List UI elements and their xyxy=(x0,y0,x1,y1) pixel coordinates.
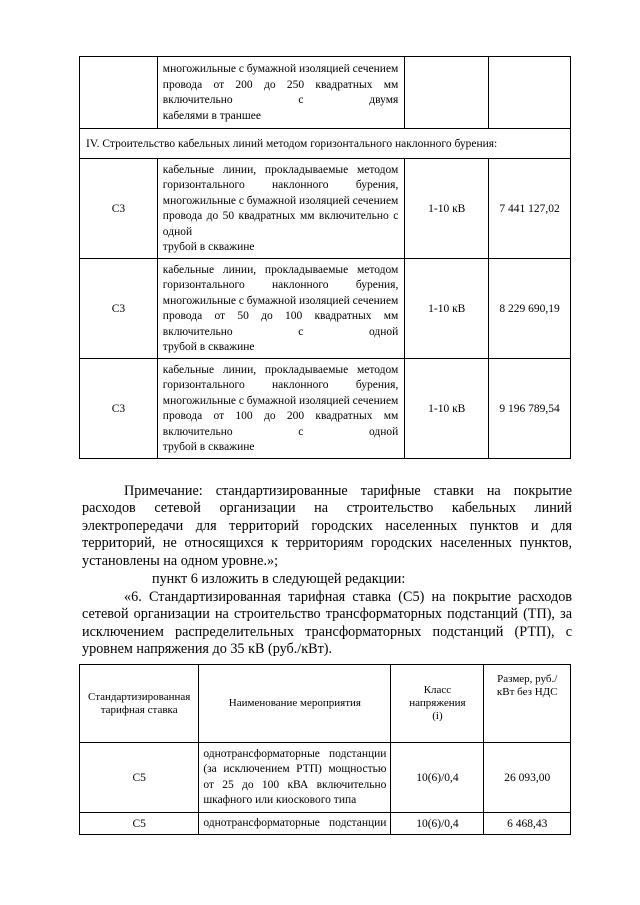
rates-table-cables xyxy=(79,56,571,459)
header-row xyxy=(80,665,571,743)
description-cell: кабельные линии, прокладываемые методом горизонтального наклонного бурения, многожильные с бумажной изоляцией сечением провода от 100 до 200 квадратных мм включительно с одной трубой в скважине xyxy=(157,359,405,459)
header-class: Класс напряжения (i) xyxy=(391,665,484,743)
header-rate: Стандартизированная тарифная ставка xyxy=(80,665,199,743)
voltage-cell xyxy=(405,57,489,129)
table-row xyxy=(80,813,571,835)
table-row xyxy=(80,359,571,459)
value-cell: 7 441 127,02 xyxy=(489,159,571,259)
code-cell: С3 xyxy=(80,259,158,359)
code-cell: С5 xyxy=(80,743,199,813)
voltage-cell: 10(6)/0,4 xyxy=(391,813,484,835)
code-cell xyxy=(80,57,158,129)
voltage-cell: 1-10 кВ xyxy=(405,159,489,259)
description-cell: кабельные линии, прокладываемые методом горизонтального наклонного бурения, многожильные с бумажной изоляцией сечением провода до 50 квадратных мм включительно с одной трубой в скважине xyxy=(157,159,405,259)
description-cell: однотрансформаторные подстанции (за исключением РТП) мощностью от 25 до 100 кВА включительно шкафного или киоскового типа xyxy=(199,743,391,813)
value-cell: 8 229 690,19 xyxy=(489,259,571,359)
voltage-cell: 1-10 кВ xyxy=(405,359,489,459)
value-cell xyxy=(489,57,571,129)
note-paragraph: Примечание: стандартизированные тарифные ставки на покрытие расходов сетевой организации на строительство кабельных линий электропередачи для территорий городских населенных пунктов и для территорий, не относящихся к территориям городских населенных пунктов, установлены на одном уровне.»; xyxy=(82,483,572,569)
table-row xyxy=(80,159,571,259)
description-cell: однотрансформаторные подстанции xyxy=(199,813,391,835)
section-title: IV. Строительство кабельных линий методом горизонтального наклонного бурения: xyxy=(80,129,571,159)
header-size: Размер, руб./кВт без НДС xyxy=(484,665,571,743)
value-cell: 9 196 789,54 xyxy=(489,359,571,459)
table-row xyxy=(80,743,571,813)
code-cell: С3 xyxy=(80,359,158,459)
value-cell: 6 468,43 xyxy=(484,813,571,835)
header-name: Наименование мероприятия xyxy=(199,665,391,743)
value-cell: 26 093,00 xyxy=(484,743,571,813)
paragraph-6: «6. Стандартизированная тарифная ставка (С5) на покрытие расходов сетевой организации на строительство трансформаторных подстанций (ТП), за исключением распределительных трансформаторных подстанций (РТП), с уровнем напряжения до 35 кВ (руб./кВт). xyxy=(82,589,572,658)
description-cell: многожильные с бумажной изоляцией сечением провода от 200 до 250 квадратных мм включительно с двумя кабелями в траншее xyxy=(157,57,405,129)
rates-table-substations xyxy=(79,664,571,835)
item6-line: пункт 6 изложить в следующей редакции: xyxy=(152,571,406,587)
table-row xyxy=(80,259,571,359)
voltage-cell: 10(6)/0,4 xyxy=(391,743,484,813)
voltage-cell: 1-10 кВ xyxy=(405,259,489,359)
code-cell: С3 xyxy=(80,159,158,259)
table-row xyxy=(80,57,571,129)
section-row xyxy=(80,129,571,159)
description-cell: кабельные линии, прокладываемые методом горизонтального наклонного бурения, многожильные с бумажной изоляцией сечением провода от 50 до 100 квадратных мм включительно с одной трубой в скважине xyxy=(157,259,405,359)
code-cell: С5 xyxy=(80,813,199,835)
